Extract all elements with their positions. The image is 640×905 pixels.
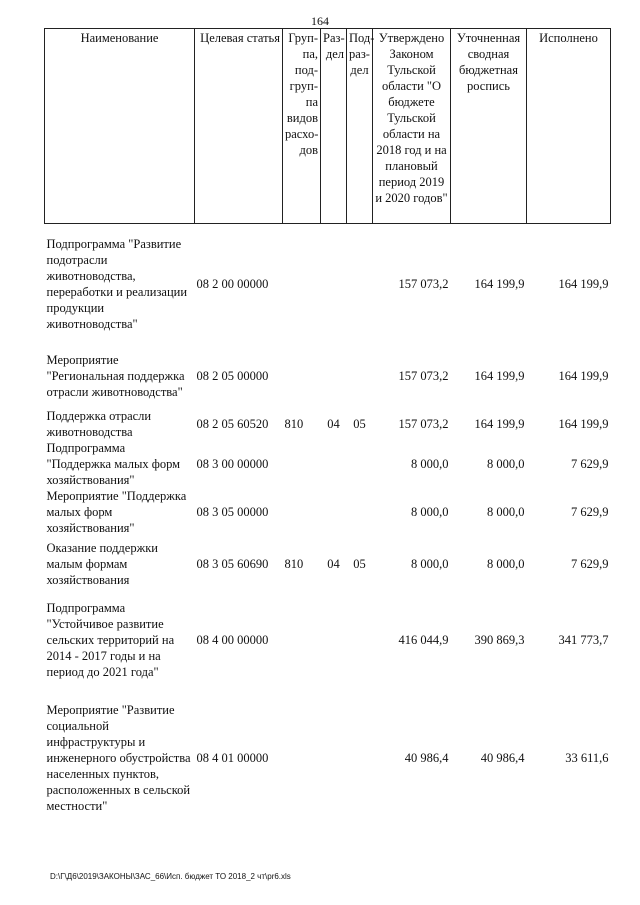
row-approved: 157 073,2 — [398, 368, 449, 383]
row-refined: 40 986,4 — [480, 750, 525, 765]
table-row — [45, 592, 611, 688]
row-refined: 164 199,9 — [474, 416, 525, 431]
table-row — [45, 536, 611, 592]
row-razdel — [321, 592, 347, 688]
row-executed: 33 611,6 — [565, 750, 609, 765]
row-code: 08 4 01 00000 — [196, 750, 269, 765]
row-approved: 416 044,9 — [398, 632, 449, 647]
row-podrazdel — [347, 688, 373, 828]
row-name: Мероприятие "Региональная поддержка отрасли животноводства" — [46, 352, 185, 399]
row-razdel — [321, 488, 347, 536]
row-name: Подпрограмма "Поддержка малых форм хозяйствования" — [46, 440, 181, 487]
row-name: Поддержка отрасли животноводства — [46, 408, 152, 439]
row-refined: 8 000,0 — [487, 556, 525, 571]
row-approved: 8 000,0 — [411, 456, 449, 471]
row-code: 08 2 05 60520 — [196, 416, 269, 431]
row-podrazdel — [347, 440, 373, 488]
row-executed: 164 199,9 — [558, 416, 609, 431]
row-group: 810 — [284, 416, 304, 431]
row-group — [283, 592, 321, 688]
row-code: 08 3 00 00000 — [196, 456, 269, 471]
row-refined: 390 869,3 — [474, 632, 525, 647]
row-name: Мероприятие "Развитие социальной инфраструктуры и инженерного обустройства населенных пунктов, расположенных в сельской местности" — [46, 702, 191, 813]
table-row — [45, 440, 611, 488]
table-row — [45, 224, 611, 344]
header-target: Целевая статья — [195, 29, 283, 224]
header-podrazdel: Под-раз-дел — [347, 29, 373, 224]
budget-table — [44, 28, 611, 828]
row-executed: 7 629,9 — [571, 456, 609, 471]
row-name: Подпрограмма "Устойчивое развитие сельских территорий на 2014 - 2017 годы и на период до 2021 года" — [46, 600, 175, 679]
table-row — [45, 688, 611, 828]
row-podrazdel: 05 — [353, 556, 366, 571]
row-refined: 164 199,9 — [474, 368, 525, 383]
row-group — [283, 488, 321, 536]
row-razdel — [321, 688, 347, 828]
row-podrazdel — [347, 592, 373, 688]
row-code: 08 3 05 00000 — [196, 504, 269, 519]
header-name: Наименование — [45, 29, 195, 224]
row-group — [283, 440, 321, 488]
table-row — [45, 408, 611, 440]
row-approved: 8 000,0 — [411, 504, 449, 519]
header-group: Груп-па, под-груп-па видов расхо-дов — [283, 29, 321, 224]
row-podrazdel — [347, 224, 373, 344]
row-refined: 8 000,0 — [487, 504, 525, 519]
header-razdel: Раз-дел — [321, 29, 347, 224]
row-code: 08 4 00 00000 — [196, 632, 269, 647]
row-executed: 164 199,9 — [558, 276, 609, 291]
row-razdel: 04 — [327, 556, 340, 571]
row-group — [283, 224, 321, 344]
row-approved: 157 073,2 — [398, 416, 449, 431]
header-approved: Утверждено Законом Тульской области "О бюджете Тульской области на 2018 год и на плановый период 2019 и 2020 годов" — [373, 29, 451, 224]
row-name: Мероприятие "Поддержка малых форм хозяйствования" — [46, 488, 187, 535]
row-code: 08 2 00 00000 — [196, 276, 269, 291]
row-group — [283, 688, 321, 828]
row-razdel: 04 — [327, 416, 340, 431]
row-refined: 8 000,0 — [487, 456, 525, 471]
row-group: 810 — [284, 556, 304, 571]
row-executed: 7 629,9 — [571, 504, 609, 519]
page-number: 164 — [311, 14, 329, 28]
row-podrazdel — [347, 344, 373, 408]
table-row — [45, 344, 611, 408]
row-name: Оказание поддержки малым формам хозяйствования — [46, 540, 158, 587]
footer-file-path: D:\Г\Д6\2019\ЗАКОНЫ\ЗАС_66\Исп. бюджет ТО 2018_2 чт\pr6.xls — [50, 872, 291, 881]
header-executed: Исполнено — [527, 29, 611, 224]
table-header-row — [45, 29, 611, 224]
row-approved: 8 000,0 — [411, 556, 449, 571]
row-razdel — [321, 440, 347, 488]
row-executed: 341 773,7 — [558, 632, 609, 647]
row-executed: 7 629,9 — [571, 556, 609, 571]
row-approved: 40 986,4 — [404, 750, 449, 765]
row-name: Подпрограмма "Развитие подотрасли животноводства, переработки и реализации продукции животноводства" — [46, 236, 188, 331]
row-podrazdel — [347, 488, 373, 536]
row-podrazdel: 05 — [353, 416, 366, 431]
row-code: 08 3 05 60690 — [196, 556, 269, 571]
row-code: 08 2 05 00000 — [196, 368, 269, 383]
table-row — [45, 488, 611, 536]
row-group — [283, 344, 321, 408]
row-razdel — [321, 224, 347, 344]
row-approved: 157 073,2 — [398, 276, 449, 291]
row-executed: 164 199,9 — [558, 368, 609, 383]
row-razdel — [321, 344, 347, 408]
header-refined: Уточненная сводная бюджетная роспись — [451, 29, 527, 224]
row-refined: 164 199,9 — [474, 276, 525, 291]
